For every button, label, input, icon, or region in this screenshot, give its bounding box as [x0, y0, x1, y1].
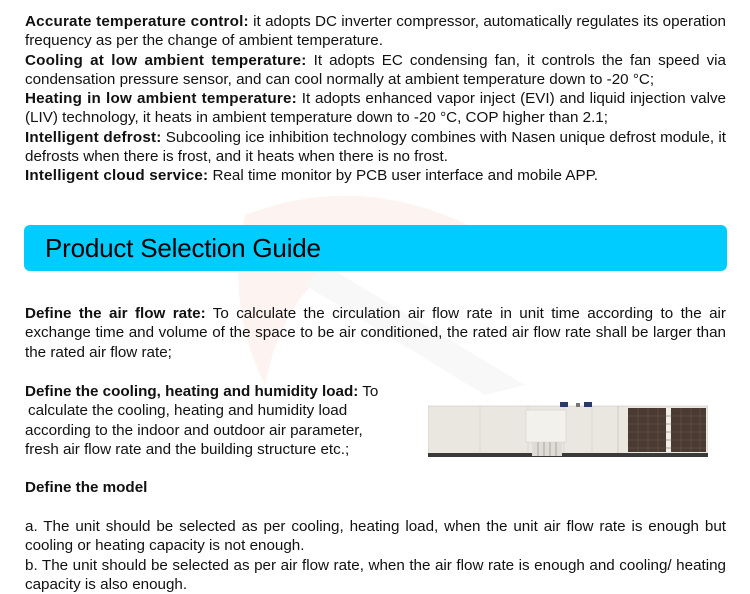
feature-intelligent-defrost: Intelligent defrost: Subcooling ice inhibition technology combines with Nasen unique defrost module, it defrosts when there is frost, and it heats when there is no frost.	[25, 128, 726, 166]
section-banner	[24, 225, 727, 271]
model-list	[25, 517, 726, 594]
feature-list	[25, 12, 726, 186]
load-label: Define the cooling, heating and humidity load:	[25, 383, 359, 400]
feature-accurate-temperature-control: Accurate temperature control: it adopts DC inverter compressor, automatically regulates its operation frequency as per the change of ambient temperature.	[25, 13, 727, 50]
load-paragraph: Define the cooling, heating and humidity load: To calculate the cooling, heating and humidity load according to the indoor and outdoor air parameter, fresh air flow rate and the building structure etc.;	[25, 383, 379, 458]
airflow-label: Define the air flow rate:	[25, 305, 206, 322]
feature-intelligent-cloud-service: Intelligent cloud service: Real time monitor by PCB user interface and mobile APP.	[25, 167, 598, 185]
airflow-rate-paragraph	[25, 304, 726, 362]
model-heading: Define the model	[25, 479, 148, 496]
model-item-b: b. The unit should be selected as per air flow rate, when the air flow rate is enough and cooling/ heating capacity is also enough.	[25, 556, 726, 593]
section-title: Product Selection Guide	[45, 232, 321, 263]
airflow-text: To calculate the circulation air flow rate in unit time according to the air exchange time and volume of the space to be air conditioned, the rated air flow rate shall be larger than the rated air flow rate;	[25, 305, 726, 361]
product-image	[428, 400, 708, 460]
feature-heating-low-ambient: Heating in low ambient temperature: It adopts enhanced vapor inject (EVI) and liquid injection valve (LIV) technology, it heats in ambient temperature down to -20 °C, COP higher than 2.1;	[25, 90, 726, 127]
feature-cooling-low-ambient: Cooling at low ambient temperature: It adopts EC condensing fan, it controls the fan speed via condensation pressure sensor, and can cool normally at ambient temperature down to -20 °C;	[25, 51, 726, 88]
model-item-a: a. The unit should be selected as per cooling, heating load, when the unit air flow rate is enough but cooling or heating capacity is not enough.	[25, 518, 726, 555]
watermark-logo	[205, 185, 545, 405]
